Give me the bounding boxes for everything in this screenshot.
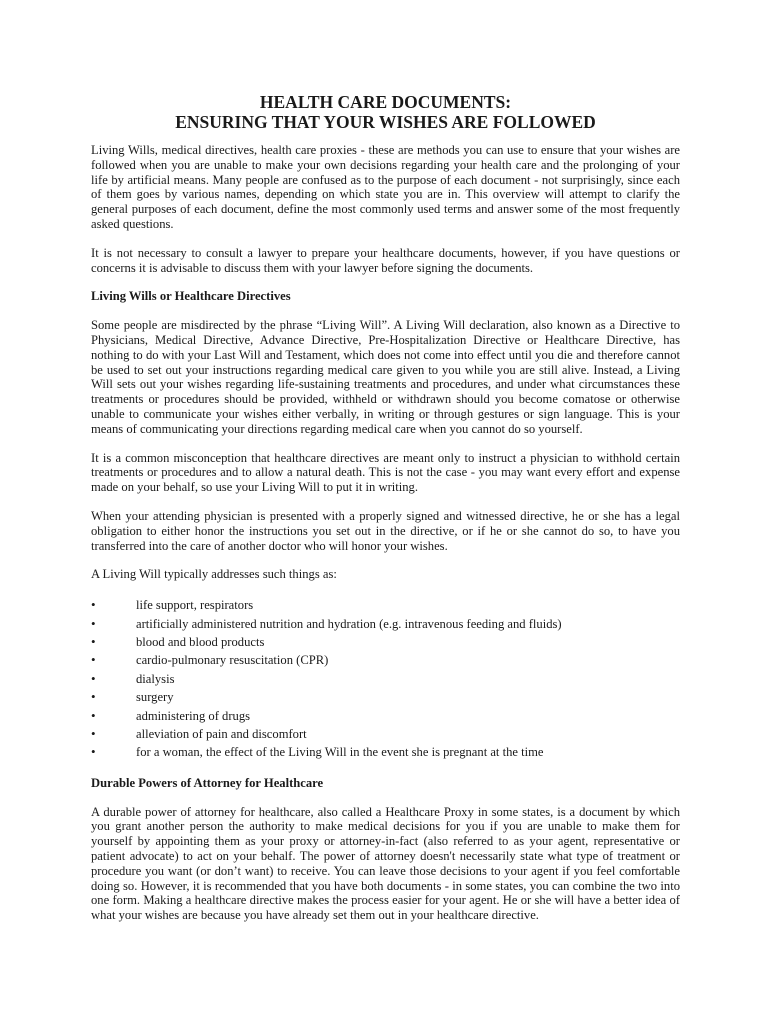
list-item — [91, 596, 680, 614]
list-item-text: alleviation of pain and discomfort — [136, 726, 307, 741]
bullet-icon: • — [91, 725, 96, 741]
living-wills-list-intro: A Living Will typically addresses such things as: — [91, 567, 337, 582]
living-will-topics-list — [91, 596, 680, 762]
bullet-icon: • — [91, 633, 96, 649]
list-item — [91, 615, 680, 633]
list-item — [91, 725, 680, 743]
intro-paragraph-1: Living Wills, medical directives, health care proxies - these are methods you can use to ensure that your wishes are followed when you are unable to make your own decisions regarding your health care and the prolonging of your life by artificial means. Many people are confused as to the purpose of each document - not surprisingly, since each of them goes by various names, depending on which state you are in. This overview will attempt to clarify the general purposes of each document, define the most commonly used terms and answer some of the most frequently asked questions. — [91, 143, 680, 231]
document-title — [91, 92, 680, 132]
list-item-text: cardio-pulmonary resuscitation (CPR) — [136, 653, 329, 668]
living-wills-paragraph-2: It is a common misconception that healthcare directives are meant only to instruct a physician to withhold certain treatments or procedures and to allow a natural death. This is not the case - you may want every effort and expense made on your behalf, so use your Living Will to put it in writing. — [91, 450, 680, 495]
list-item — [91, 688, 680, 706]
list-item — [91, 743, 680, 761]
bullet-icon: • — [91, 689, 96, 705]
intro-paragraph-2: It is not necessary to consult a lawyer to prepare your healthcare documents, however, if you have questions or concerns it is advisable to discuss them with your lawyer before signing the documents. — [91, 245, 680, 275]
list-item-text: life support, respirators — [136, 598, 254, 613]
list-item-text: dialysis — [136, 671, 175, 686]
section-heading-living-wills: Living Wills or Healthcare Directives — [91, 289, 291, 304]
list-item-text: blood and blood products — [136, 634, 265, 649]
bullet-icon: • — [91, 652, 96, 668]
list-item — [91, 651, 680, 669]
bullet-icon: • — [91, 707, 96, 723]
list-item — [91, 633, 680, 651]
bullet-icon: • — [91, 744, 96, 760]
section-heading-durable-poa: Durable Powers of Attorney for Healthcare — [91, 775, 324, 790]
list-item — [91, 707, 680, 725]
bullet-icon: • — [91, 597, 96, 613]
living-wills-paragraph-3: When your attending physician is presented with a properly signed and witnessed directive, he or she has a legal obligation to either honor the instructions you set out in the directive, or if he or she cannot do so, to have you transferred into the care of another doctor who will honor your wishes. — [91, 508, 680, 553]
living-wills-paragraph-1: Some people are misdirected by the phrase “Living Will”. A Living Will declaration, also known as a Directive to Physicians, Medical Directive, Advance Directive, Pre-Hospitalization Directive or Healthcare Directive, has nothing to do with your Last Will and Testament, which does not come into effect until you die and therefore cannot be used to set out your instructions regarding medical care given to you while you are still alive. Instead, a Living Will sets out your wishes regarding life-sustaining treatments and procedures, and under what circumstances these treatments or procedures should be provided, withheld or withdrawn should you become comatose or otherwise unable to communicate your wishes either verbally, in writing or through gestures or sign language. This is your means of communicating your directions regarding medical care when you cannot do so yourself. — [91, 318, 680, 436]
durable-poa-paragraph-1: A durable power of attorney for healthcare, also called a Healthcare Proxy in some states, is a document by which you grant another person the authority to make medical decisions for you if you are unable to make them for yourself by appointing them as your proxy or attorney-in-fact (also referred to as your agent, representative or patient advocate) to act on your behalf. The power of attorney doesn't necessarily state what type of treatment or procedure you want (or don’t want) to receive. You can leave those decisions to your agent if you feel comfortable doing so. However, it is recommended that you have both documents - in some states, you can combine the two into one form. Making a healthcare directive makes the process easier for your agent. He or she will have a better idea of what your wishes are because you have already set them out in your healthcare directive. — [91, 804, 680, 923]
list-item-text: surgery — [136, 690, 174, 705]
bullet-icon: • — [91, 670, 96, 686]
bullet-icon: • — [91, 615, 96, 631]
list-item — [91, 670, 680, 688]
list-item-text: for a woman, the effect of the Living Will in the event she is pregnant at the time — [136, 745, 544, 760]
title-line-2: ENSURING THAT YOUR WISHES ARE FOLLOWED — [175, 112, 596, 132]
list-item-text: administering of drugs — [136, 708, 251, 723]
list-item-text: artificially administered nutrition and hydration (e.g. intravenous feeding and fluids) — [136, 616, 562, 631]
title-line-1: HEALTH CARE DOCUMENTS: — [259, 92, 512, 112]
